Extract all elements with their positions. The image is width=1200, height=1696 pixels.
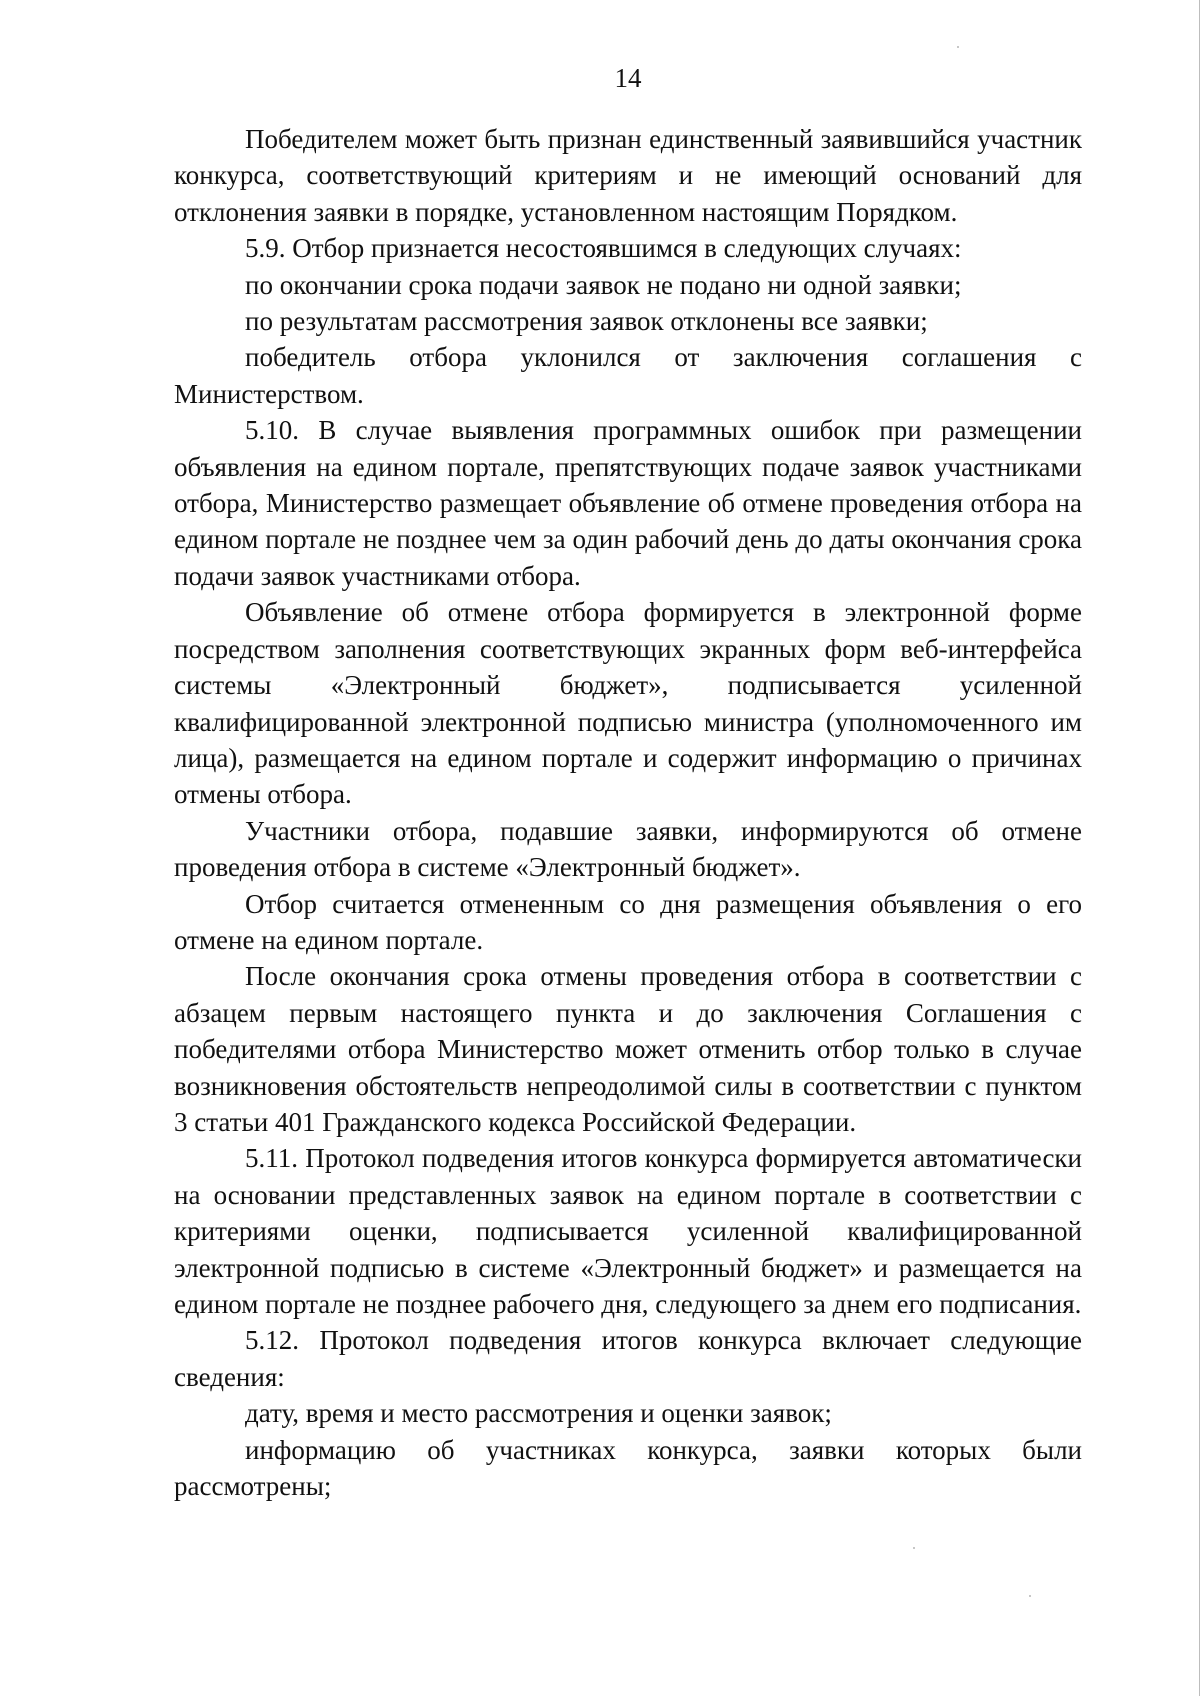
paragraph-selection-cancelled-date: Отбор считается отмененным со дня размещения объявления о его отмене на едином портале. — [174, 888, 1082, 955]
scan-speck — [913, 1547, 915, 1549]
paragraph-5-12-item-date-time-place: дату, время и место рассмотрения и оценки заявок; — [245, 1398, 832, 1429]
paragraph-5-9-heading: 5.9. Отбор признается несостоявшимся в следующих случаях: — [245, 233, 962, 264]
paragraph-winner-single-participant: Победителем может быть признан единственный заявившийся участник конкурса, соответствующий критериям и не имеющий оснований для отклонения заявки в порядке, установленном настоящим Порядком. — [174, 124, 1082, 227]
scan-speck — [957, 46, 959, 48]
paragraph-5-12: 5.12. Протокол подведения итогов конкурса включает следующие сведения: — [174, 1325, 1082, 1392]
paragraph-cancellation-notice-form: Объявление об отмене отбора формируется в электронной форме посредством заполнения соответствующих экранных форм веб-интерфейса системы «Электронный бюджет», подписывается усиленной квалифицированной электронной подписью министра (уполномоченного им лица), размещается на едином портале и содержит информацию о причинах отмены отбора. — [174, 597, 1082, 810]
paragraph-5-10: 5.10. В случае выявления программных ошибок при размещении объявления на едином портале, препятствующих подаче заявок участниками отбора, Министерство размещает объявление об отмене проведения отбора на едином портале не позднее чем за один рабочий день до даты окончания срока подачи заявок участниками отбора. — [174, 415, 1082, 591]
page-number: 14 — [614, 63, 642, 93]
paragraph-participants-informed: Участники отбора, подавшие заявки, информируются об отмене проведения отбора в системе «Электронный бюджет». — [174, 815, 1082, 883]
scan-speck — [1029, 1595, 1031, 1597]
document-body — [174, 121, 1082, 1504]
paragraph-5-11: 5.11. Протокол подведения итогов конкурса формируется автоматически на основании представленных заявок на едином портале в соответствии с критериями оценки, подписывается усиленной квалифицированной электронной подписью в системе «Электронный бюджет» и размещается на едином портале не позднее рабочего дня, следующего за днем его подписания. — [174, 1143, 1082, 1319]
paragraph-5-9-case-winner-declined: победитель отбора уклонился от заключения соглашения с Министерством. — [174, 342, 1082, 409]
paragraph-cancellation-force-majeure: После окончания срока отмены проведения отбора в соответствии с абзацем первым настоящего пункта и до заключения Соглашения с победителями отбора Министерство может отменить отбор только в случае возникновения обстоятельств непреодолимой силы в соответствии с пунктом 3 статьи 401 Гражданского кодекса Российской Федерации. — [174, 961, 1082, 1137]
paragraph-5-9-case-no-applications: по окончании срока подачи заявок не подано ни одной заявки; — [245, 269, 962, 300]
paragraph-5-12-item-participants: информацию об участниках конкурса, заявки которых были рассмотрены; — [174, 1434, 1082, 1502]
paragraph-5-9-case-all-rejected: по результатам рассмотрения заявок отклонены все заявки; — [245, 306, 928, 337]
